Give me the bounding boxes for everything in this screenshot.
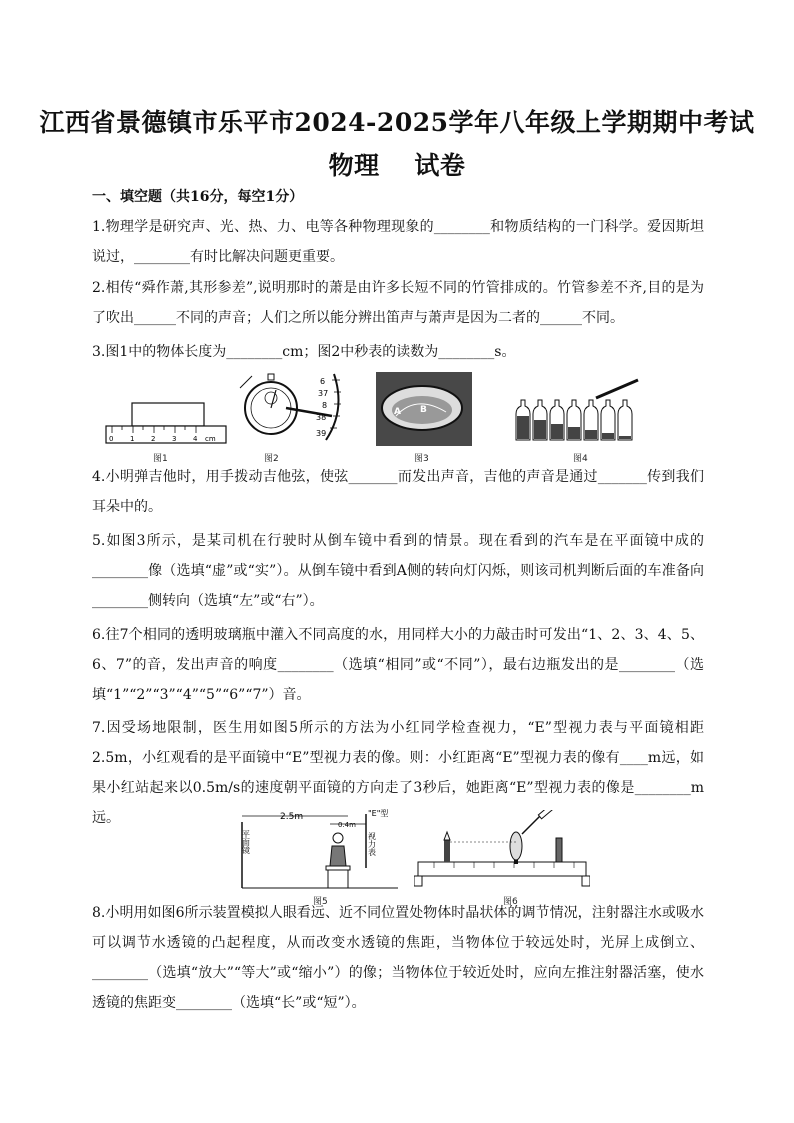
figure-4-bottles	[512, 376, 642, 446]
page-title: 江西省景德镇市乐平市2024-2025学年八年级上学期期中考试	[39, 108, 755, 137]
figure-5-caption: 图5	[313, 897, 328, 907]
figure-5-eye-test	[238, 808, 406, 892]
scale-label-38: 38	[316, 413, 327, 422]
page-subtitle: 物理 试卷	[328, 151, 466, 180]
scale-label-39: 39	[316, 429, 327, 438]
scale-label-37: 37	[318, 389, 329, 398]
ruler-tick-4: 4	[193, 435, 198, 443]
figure-4-caption: 图4	[573, 454, 588, 464]
section-heading: 一、填空题（共16分，每空1分）	[92, 189, 304, 205]
plane-mirror-label: 平面镜	[241, 830, 251, 854]
figure-1-caption: 图1	[153, 454, 168, 464]
question-1: 1.物理学是研究声、光、热、力、电等各种物理现象的________和物质结构的一门科学。爱因斯坦说过，________有时比解决问题更重要。	[92, 219, 704, 265]
figure-1-ruler	[104, 400, 230, 446]
ruler-unit: cm	[205, 435, 216, 443]
figure-3-mirror-photo	[376, 372, 472, 446]
question-3: 3.图1中的物体长度为________cm；图2中秒表的读数为________s。	[92, 344, 516, 360]
scale-label-6: 6	[320, 377, 326, 386]
e-chart-type-label: "E"型	[368, 809, 389, 818]
mirror-label-b: B	[420, 405, 427, 415]
ruler-tick-3: 3	[172, 435, 177, 443]
question-6: 6.往7个相同的透明玻璃瓶中灌入不同高度的水，用同样大小的力敲击时可发出“1、2、3、4、5、6、7”的音，发出声音的响度________（选填“相同”或“不同”），最右边瓶发出的是________（选填“1”“2”“3”“4”“5”“6”“7”）音。	[92, 627, 704, 703]
question-8: 8.小明用如图6所示装置模拟人眼看远、近不同位置处物体时晶状体的调节情况，注射器注水或吸水可以调节水透镜的凸起程度，从而改变水透镜的焦距，当物体位于较远处时，光屏上成倒立、________（选填“放大”“等大”或“缩小”）的像；当物体位于较近处时，应向左推注射器活塞，使水透镜的焦距变________（选填“长”或“短”）。	[92, 905, 704, 1011]
figure-6-caption: 图6	[503, 897, 518, 907]
ruler-tick-1: 1	[130, 435, 135, 443]
question-4: 4.小明弹吉他时，用手拨动吉他弦，使弦_______而发出声音，吉他的声音是通过_______传到我们耳朵中的。	[92, 469, 704, 515]
question-2: 2.相传“舜作萧,其形参差”,说明那时的萧是由许多长短不同的竹管排成的。竹管参差不齐,目的是为了吹出______不同的声音；人们之所以能分辨出笛声与萧声是因为二者的______不同。	[92, 280, 704, 326]
ruler-tick-2: 2	[151, 435, 156, 443]
eye-chart-label: 视力表	[367, 832, 377, 856]
figure-2-caption: 图2	[264, 454, 279, 464]
scale-label-8: 8	[322, 401, 328, 410]
figure-3-caption: 图3	[414, 454, 429, 464]
mirror-label-a: A	[394, 407, 401, 417]
question-5: 5.如图3所示，是某司机在行驶时从倒车镜中看到的情景。现在看到的汽车是在平面镜中成的________像（选填“虚”或“实”）。从倒车镜中看到A侧的转向灯闪烁，则该司机判断后面的车准备向________侧转向（选填“左”或“右”）。	[92, 533, 704, 609]
distance-label-2-5m: 2.5m	[280, 812, 304, 822]
figure-6-optics-bench	[414, 810, 590, 892]
question-7: 7.因受场地限制，医生用如图5所示的方法为小红同学检查视力，“E”型视力表与平面镜相距2.5m，小红观看的是平面镜中“E”型视力表的像。则：小红距离“E”型视力表的像有____m远，如果小红站起来以0.5m/s的速度朝平面镜的方向走了3秒后，她距离“E”型视力表的像是________m远。	[92, 720, 704, 826]
figure-2-stopwatch	[228, 370, 360, 448]
ruler-tick-0: 0	[109, 435, 114, 443]
distance-label-0-4m: 0.4m	[338, 821, 356, 829]
